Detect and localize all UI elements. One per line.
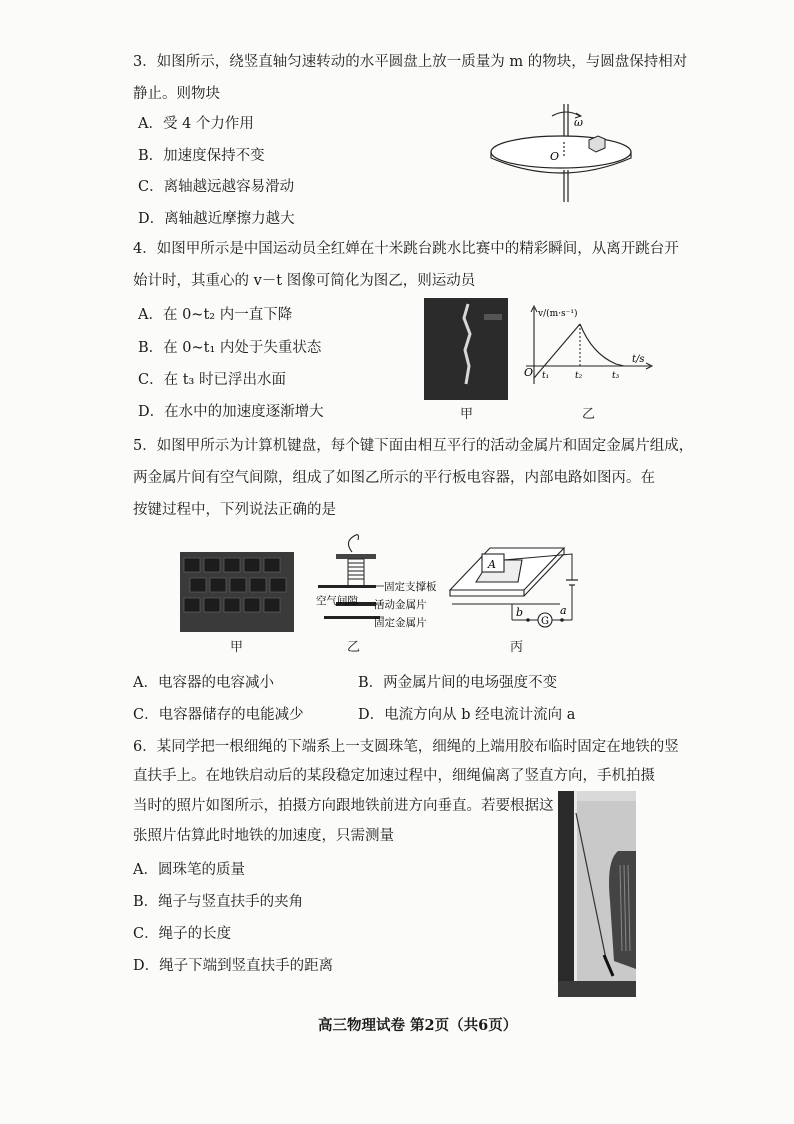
t3-label: t₃ — [612, 371, 620, 381]
keyboard-photo — [180, 552, 294, 632]
q4-v-t-graph — [520, 302, 660, 402]
q6-stem-line3: 当时的照片如图所示，拍摄方向跟地铁前进方向垂直。若要根据这 — [133, 798, 554, 814]
q6-stem-line4: 张照片估算此时地铁的加速度，只需测量 — [133, 828, 394, 844]
rising-segment — [534, 324, 580, 378]
q3-rotating-disk-figure — [488, 102, 634, 214]
fixed-plate-label: 固定金属片 — [374, 617, 427, 629]
subway-pendulum-photo — [558, 791, 636, 997]
center-label: O — [550, 150, 560, 163]
q5-stem-line2: 两金属片间有空气间隙，组成了如图乙所示的平行板电容器，内部电路如图丙。在 — [133, 470, 655, 486]
q4-caption-yi: 乙 — [582, 407, 596, 422]
q4-stem-line1: 4．如图甲所示是中国运动员全红婵在十米跳台跳水比赛中的精彩瞬间，从离开跳台开 — [133, 241, 679, 257]
air-gap-label: 空气间隙 — [316, 595, 358, 607]
xlabel: t/s — [632, 354, 645, 365]
q5-stem-line1: 5．如图甲所示为计算机键盘，每个键下面由相互平行的活动金属片和固定金属片组成， — [133, 438, 694, 454]
q5-option-d: D．电流方向从 b 经电流计流向 a — [358, 707, 576, 723]
block-shape — [589, 136, 605, 152]
page-footer: 高三物理试卷 第2页（共6页） — [318, 1017, 518, 1034]
point-a-label: a — [560, 604, 567, 617]
q5-option-c: C．电容器储存的电能减少 — [133, 707, 304, 723]
plate-a-label: A — [488, 558, 496, 571]
q4-caption-jia: 甲 — [460, 407, 474, 422]
diver-photo — [424, 298, 508, 400]
q6-option-c: C．绳子的长度 — [133, 926, 232, 942]
q5-caption-bing: 丙 — [510, 640, 524, 655]
q5-stem-line3: 按键过程中，下列说法正确的是 — [133, 502, 336, 518]
moving-plate-label: 活动金属片 — [374, 599, 427, 611]
omega-label: ω — [574, 116, 583, 129]
q6-option-b: B．绳子与竖直扶手的夹角 — [133, 894, 304, 910]
t1-label: t₁ — [542, 371, 550, 381]
support-plate-label: 固定支撑板 — [384, 581, 437, 593]
q3-option-a: A．受 4 个力作用 — [138, 116, 254, 132]
q6-option-a: A．圆珠笔的质量 — [133, 862, 245, 878]
t2-label: t₂ — [575, 371, 583, 381]
q4-stem-line2: 始计时，其重心的 v－t 图像可简化为图乙，则运动员 — [133, 273, 476, 289]
q5-caption-yi: 乙 — [347, 640, 361, 655]
q4-option-d: D．在水中的加速度逐渐增大 — [138, 404, 324, 420]
q5-option-b: B．两金属片间的电场强度不变 — [358, 675, 558, 691]
ylabel: v/(m·s⁻¹) — [538, 309, 578, 319]
q5-circuit-figure — [442, 534, 592, 634]
decaying-segment — [580, 324, 624, 366]
q4-option-b: B．在 0~t₁ 内处于失重状态 — [138, 340, 322, 356]
q4-option-c: C．在 t₃ 时已浮出水面 — [138, 372, 286, 388]
q6-option-d: D．绳子下端到竖直扶手的距离 — [133, 958, 334, 974]
q6-stem-line2: 直扶手上。在地铁启动后的某段稳定加速过程中，细绳偏离了竖直方向，手机拍摄 — [133, 768, 655, 784]
point-b-label: b — [516, 606, 524, 619]
q3-stem-line2: 静止。则物块 — [133, 86, 220, 102]
q4-option-a: A．在 0~t₂ 内一直下降 — [138, 307, 293, 323]
q5-key-capacitor-figure — [310, 530, 440, 634]
galvanometer-label: G — [541, 616, 549, 627]
q5-caption-jia: 甲 — [230, 640, 244, 655]
q3-stem-line1: 3．如图所示，绕竖直轴匀速转动的水平圆盘上放一质量为 m 的物块，与圆盘保持相对 — [133, 54, 688, 70]
q6-stem-line1: 6．某同学把一根细绳的下端系上一支圆珠笔，细绳的上端用胶布临时固定在地铁的竖 — [133, 739, 679, 755]
q5-option-a: A．电容器的电容减小 — [133, 675, 274, 691]
q3-option-b: B．加速度保持不变 — [138, 148, 265, 164]
q3-option-d: D．离轴越近摩擦力越大 — [138, 211, 295, 227]
q3-option-c: C．离轴越远越容易滑动 — [138, 179, 295, 195]
origin-label: O — [524, 366, 534, 379]
